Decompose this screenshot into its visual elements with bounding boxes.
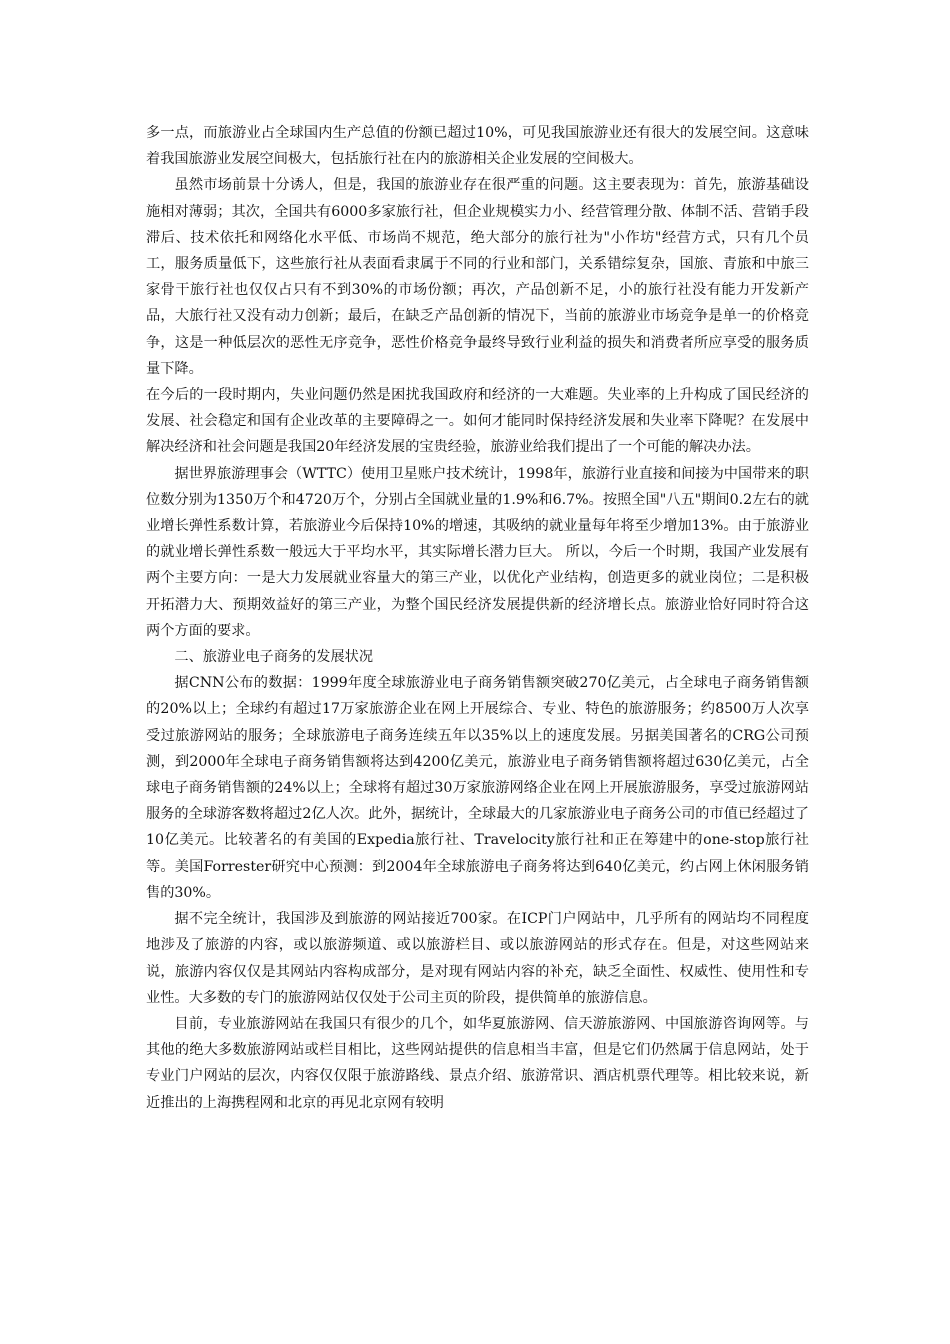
paragraph-growth-space: 多一点，而旅游业占全球国内生产总值的份额已超过10%，可见我国旅游业还有很大的发展空间。这意味着我国旅游业发展空间极大，包括旅行社在内的旅游相关企业发展的空间极大。 xyxy=(146,125,809,168)
paragraph-domestic-websites: 据不完全统计，我国涉及到旅游的网站接近700家。在ICP门户网站中，几乎所有的网站均不同程度地涉及了旅游的内容，或以旅游频道、或以旅游栏目、或以旅游网站的形式存在。但是，对这些网站来说，旅游内容仅仅是其网站内容构成部分，是对现有网站内容的补充，缺乏全面性、权威性、使用性和专业性。大多数的专门的旅游网站仅仅处于公司主页的阶段，提供简单的旅游信息。 xyxy=(146,911,809,1006)
section-heading: 二、旅游业电子商务的发展状况 xyxy=(174,649,374,666)
paragraph-unemployment: 在今后的一段时期内，失业问题仍然是困扰我国政府和经济的一大难题。失业率的上升构成了国民经济的发展、社会稳定和国有企业改革的主要障碍之一。如何才能同时保持经济发展和失业率下降呢？在发展中解决经济和社会问题是我国20年经济发展的宝贵经验，旅游业给我们提出了一个可能的解决办法。 xyxy=(146,387,809,456)
paragraph-wttc-statistics: 据世界旅游理事会（WTTC）使用卫星账户技术统计，1998年，旅游行业直接和间接为中国带来的职位数分别为1350万个和4720万个，分别占全国就业量的1.9%和6.7%。按照全国"八五"期间0.2左右的就业增长弹性系数计算，若旅游业今后保持10%的增速，其吸纳的就业量每年将至少增加13%。由于旅游业的就业增长弹性系数一般远大于平均水平，其实际增长潜力巨大。 所以，今后一个时期，我国产业发展有两个主要方向：一是大力发展就业容量大的第三产业，以优化产业结构，创造更多的就业岗位；二是积极开拓潜力大、预期效益好的第三产业，为整个国民经济发展提供新的经济增长点。旅游业恰好同时符合这两个方面的要求。 xyxy=(146,465,809,639)
paragraph-cnn-data: 据CNN公布的数据：1999年度全球旅游业电子商务销售额突破270亿美元，占全球电子商务销售额的20%以上；全球约有超过17万家旅游企业在网上开展综合、专业、特色的旅游服务；约8500万人次享受过旅游网站的服务；全球旅游电子商务连续五年以35%以上的速度发展。另据美国著名的CRG公司预测，到2000年全球电子商务销售额将达到4200亿美元，旅游业电子商务销售额将超过630亿美元，占全球电子商务销售额的24%以上；全球将有超过30万家旅游网络企业在网上开展旅游服务，享受过旅游网站服务的全球游客数将超过2亿人次。此外，据统计，全球最大的几家旅游业电子商务公司的市值已经超过了10亿美元。比较著名的有美国的Expedia旅行社、Travelocity旅行社和正在筹建中的one-stop旅行社等。美国Forrester研究中心预测：到2004年全球旅游电子商务将达到640亿美元，约占网上休闲服务销售的30%。 xyxy=(146,675,809,901)
paragraph-industry-problems: 虽然市场前景十分诱人，但是，我国的旅游业存在很严重的问题。这主要表现为：首先，旅游基础设施相对薄弱；其次，全国共有6000多家旅行社，但企业规模实力小、经营管理分散、体制不活、营销手段滞后、技术依托和网络化水平低、市场尚不规范，绝大部分的旅行社为"小作坊"经营方式，只有几个员工，服务质量低下，这些旅行社从表面看隶属于不同的行业和部门，关系错综复杂，国旅、青旅和中旅三家骨干旅行社也仅仅占只有不到30%的市场份额；再次，产品创新不足，小的旅行社没有能力开发新产品，大旅行社又没有动力创新；最后，在缺乏产品创新的情况下，当前的旅游业市场竞争是单一的价格竞争，这是一种低层次的恶性无序竞争，恶性价格竞争最终导致行业利益的损失和消费者所应享受的服务质量下降。 xyxy=(146,177,809,377)
document-body xyxy=(146,120,809,1116)
paragraph-professional-websites: 目前，专业旅游网站在我国只有很少的几个，如华夏旅游网、信天游旅游网、中国旅游咨询网等。与其他的绝大多数旅游网站或栏目相比，这些网站提供的信息相当丰富，但是它们仍然属于信息网站，处于专业门户网站的层次，内容仅仅限于旅游路线、景点介绍、旅游常识、酒店机票代理等。相比较来说，新近推出的上海携程网和北京的再见北京网有较明 xyxy=(146,1015,809,1111)
